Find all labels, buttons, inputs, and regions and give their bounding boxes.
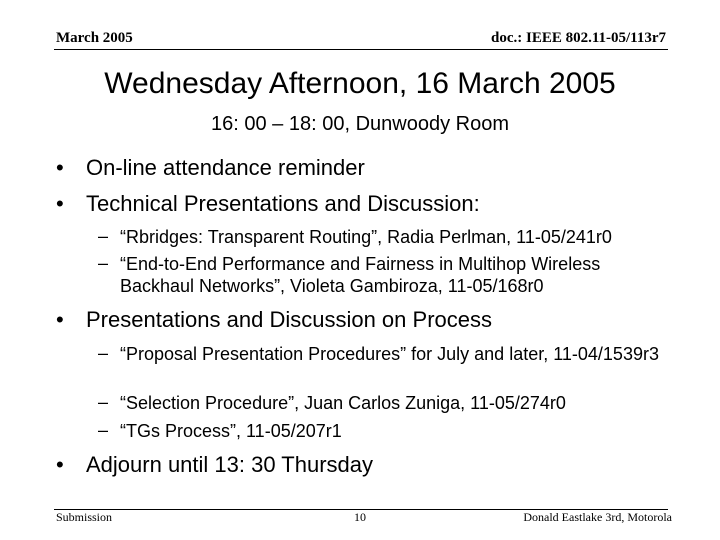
header-rule (54, 49, 668, 50)
slide-title: Wednesday Afternoon, 16 March 2005 (104, 67, 616, 100)
slide-subtitle: 16: 00 – 18: 00, Dunwoody Room (211, 113, 509, 135)
sub-bullet-text: “End-to-End Performance and Fairness in Multihop Wireless Backhaul Networks”, Violeta Gambiroza, 11-05/168r0 (120, 254, 601, 296)
bullet-text: Adjourn until 13: 30 Thursday (86, 452, 373, 477)
sub-bullet-text: “Rbridges: Transparent Routing”, Radia Perlman, 11-05/241r0 (120, 227, 612, 247)
sub-bullet-marker: – (98, 226, 109, 246)
header-doc-id: doc.: IEEE 802.11-05/113r7 (490, 30, 666, 46)
header-date: March 2005 (56, 30, 133, 46)
sub-bullet-text: “TGs Process”, 11-05/207r1 (120, 421, 342, 441)
sub-bullet-marker: – (98, 420, 109, 440)
bullet-text: Technical Presentations and Discussion: (86, 191, 480, 216)
sub-bullet-marker: – (98, 343, 109, 363)
bullet-text: On-line attendance reminder (86, 155, 365, 180)
bullet-marker: • (56, 155, 64, 180)
footer-author: Donald Eastlake 3rd, Motorola (523, 510, 672, 524)
bullet-marker: • (56, 191, 64, 216)
footer-submission: Submission (56, 510, 113, 524)
bullet-text: Presentations and Discussion on Process (86, 307, 492, 332)
bullet-marker: • (56, 307, 64, 332)
sub-bullet-text: “Selection Procedure”, Juan Carlos Zuniga, 11-05/274r0 (120, 393, 566, 413)
bullet-marker: • (56, 452, 64, 477)
sub-bullet-text: “Proposal Presentation Procedures” for July and later, 11-04/1539r3 (120, 344, 659, 364)
footer-page-number: 10 (354, 510, 366, 524)
sub-bullet-marker: – (98, 253, 109, 273)
sub-bullet-marker: – (98, 392, 109, 412)
